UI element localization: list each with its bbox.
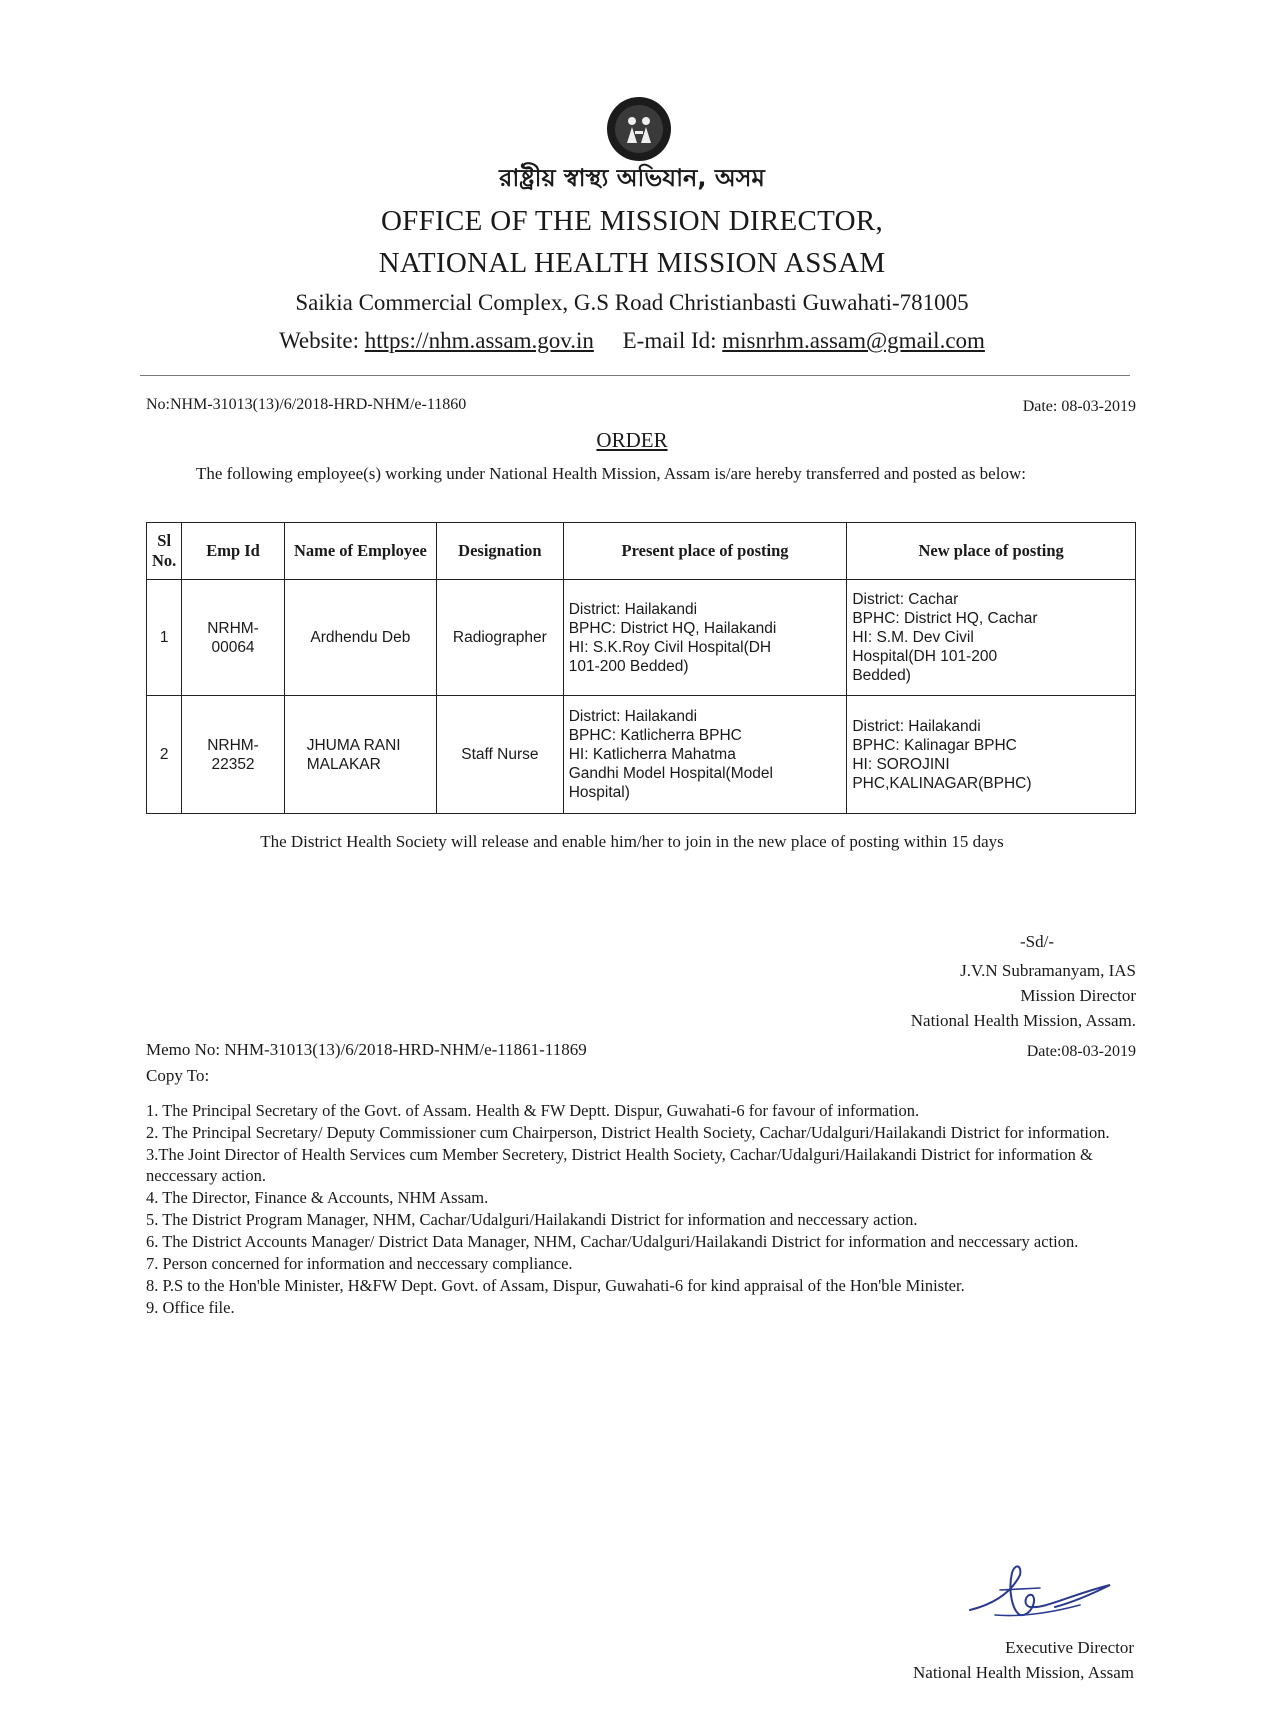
copy-to-label: Copy To: bbox=[146, 1066, 210, 1085]
new-line: District: Cachar bbox=[852, 591, 959, 608]
list-item: 8. P.S to the Hon'ble Minister, H&FW Dept. Govt. of Assam, Dispur, Guwahati-6 for kind appraisal of the Hon'ble Minister. bbox=[146, 1276, 965, 1295]
transfer-table bbox=[146, 522, 1136, 814]
executive-title: Executive Director bbox=[1005, 1638, 1134, 1657]
present-line: 101-200 Bedded) bbox=[568, 657, 689, 675]
cell-new-posting bbox=[847, 580, 1136, 696]
table-row bbox=[147, 580, 1136, 696]
list-item: 2. The Principal Secretary/ Deputy Commissioner cum Chairperson, District Health Society, Cachar/Udalguri/Hailakandi District for information. bbox=[146, 1123, 1110, 1142]
copy-to-list bbox=[146, 1100, 1146, 1319]
signatory-name: J.V.N Subramanyam, IAS bbox=[960, 961, 1136, 980]
table-header-row bbox=[147, 523, 1136, 580]
cell-new-posting bbox=[847, 696, 1136, 814]
order-number: No:NHM-31013(13)/6/2018-HRD-NHM/e-11860 bbox=[146, 396, 467, 413]
order-title: ORDER bbox=[596, 428, 668, 452]
header-sl-no: Sl No. bbox=[147, 523, 182, 580]
cell-emp-id: NRHM-00064 bbox=[182, 580, 284, 696]
org-name-bengali: রাষ্ট্রীয় স্বাস্থ্য অভিযান, অসম bbox=[499, 164, 765, 192]
table-row bbox=[147, 696, 1136, 814]
handwritten-signature bbox=[960, 1555, 1120, 1630]
list-item: 4. The Director, Finance & Accounts, NHM Assam. bbox=[146, 1188, 489, 1207]
present-line: BPHC: District HQ, Hailakandi bbox=[568, 619, 777, 637]
new-line: District: Hailakandi bbox=[852, 717, 981, 735]
new-line: Hospital(DH 101-200 bbox=[852, 648, 998, 665]
release-note: The District Health Society will release and enable him/her to join in the new place of posting within 15 days bbox=[260, 832, 1004, 851]
memo-number: Memo No: NHM-31013(13)/6/2018-HRD-NHM/e-11861-11869 bbox=[146, 1040, 587, 1059]
executive-block bbox=[913, 1635, 1134, 1685]
new-line: HI: S.M. Dev Civil bbox=[852, 629, 974, 646]
cell-sl-no: 1 bbox=[147, 580, 182, 696]
office-title-line1: OFFICE OF THE MISSION DIRECTOR, bbox=[380, 205, 884, 237]
new-line: PHC,KALINAGAR(BPHC) bbox=[852, 774, 1032, 792]
list-item: 3.The Joint Director of Health Services cum Member Secretery, District Health Society, Cachar/Udalguri/Hailakandi District for information & neccessary action. bbox=[146, 1145, 1093, 1185]
header-new-posting: New place of posting bbox=[847, 523, 1136, 580]
present-line: Gandhi Model Hospital(Model bbox=[568, 765, 773, 782]
office-title-line2: NATIONAL HEALTH MISSION ASSAM bbox=[378, 247, 886, 279]
present-line: District: Hailakandi bbox=[568, 708, 698, 725]
signatory-title: Mission Director bbox=[1020, 986, 1136, 1005]
present-line: BPHC: Katlicherra BPHC bbox=[568, 727, 742, 744]
office-address: Saikia Commercial Complex, G.S Road Christianbasti Guwahati-781005 bbox=[295, 290, 969, 315]
cell-designation: Radiographer bbox=[437, 580, 564, 696]
header-emp-id: Emp Id bbox=[182, 523, 284, 580]
header-divider bbox=[140, 375, 1130, 376]
cell-emp-id: NRHM-22352 bbox=[182, 696, 284, 814]
header-name: Name of Employee bbox=[284, 523, 436, 580]
cell-sl-no: 2 bbox=[147, 696, 182, 814]
list-item: 1. The Principal Secretary of the Govt. of Assam. Health & FW Deptt. Dispur, Guwahati-6 for favour of information. bbox=[146, 1101, 920, 1120]
executive-org: National Health Mission, Assam bbox=[913, 1663, 1134, 1682]
new-line: BPHC: District HQ, Cachar bbox=[852, 610, 1038, 627]
cell-present-posting bbox=[563, 580, 847, 696]
contact-line bbox=[0, 328, 1264, 354]
nhm-logo bbox=[605, 95, 673, 163]
order-intro: The following employee(s) working under National Health Mission, Assam is/are hereby transferred and posted as below: bbox=[196, 464, 1026, 483]
cell-present-posting bbox=[563, 696, 847, 814]
list-item: 7. Person concerned for information and neccessary compliance. bbox=[146, 1254, 573, 1273]
new-line: Bedded) bbox=[852, 667, 911, 684]
header-designation: Designation bbox=[437, 523, 564, 580]
list-item: 5. The District Program Manager, NHM, Cachar/Udalguri/Hailakandi District for information and neccessary action. bbox=[146, 1210, 918, 1229]
cell-name: Ardhendu Deb bbox=[284, 580, 436, 696]
header-present-posting: Present place of posting bbox=[563, 523, 847, 580]
present-line: HI: S.K.Roy Civil Hospital(DH bbox=[568, 638, 772, 656]
present-line: Hospital) bbox=[568, 784, 630, 801]
cell-designation: Staff Nurse bbox=[437, 696, 564, 814]
cell-name: JHUMA RANI MALAKAR bbox=[284, 696, 436, 814]
new-line: HI: SOROJINI bbox=[852, 755, 950, 773]
website-label: Website: bbox=[279, 328, 359, 353]
signatory-block bbox=[911, 958, 1136, 1033]
signatory-org: National Health Mission, Assam. bbox=[910, 1011, 1136, 1030]
present-line: District: Hailakandi bbox=[568, 600, 698, 618]
signed-mark: -Sd/- bbox=[1020, 932, 1054, 951]
new-line: BPHC: Kalinagar BPHC bbox=[852, 736, 1017, 754]
present-line: HI: Katlicherra Mahatma bbox=[568, 746, 736, 763]
order-date: Date: 08-03-2019 bbox=[1022, 398, 1136, 415]
list-item: 9. Office file. bbox=[146, 1298, 235, 1317]
email-link[interactable]: misnrhm.assam@gmail.com bbox=[722, 328, 985, 353]
memo-date: Date:08-03-2019 bbox=[1026, 1043, 1136, 1060]
email-label: E-mail Id: bbox=[622, 328, 717, 353]
list-item: 6. The District Accounts Manager/ District Data Manager, NHM, Cachar/Udalguri/Hailakandi District for information and neccessary action. bbox=[146, 1232, 1079, 1251]
website-link[interactable]: https://nhm.assam.gov.in bbox=[364, 328, 594, 353]
